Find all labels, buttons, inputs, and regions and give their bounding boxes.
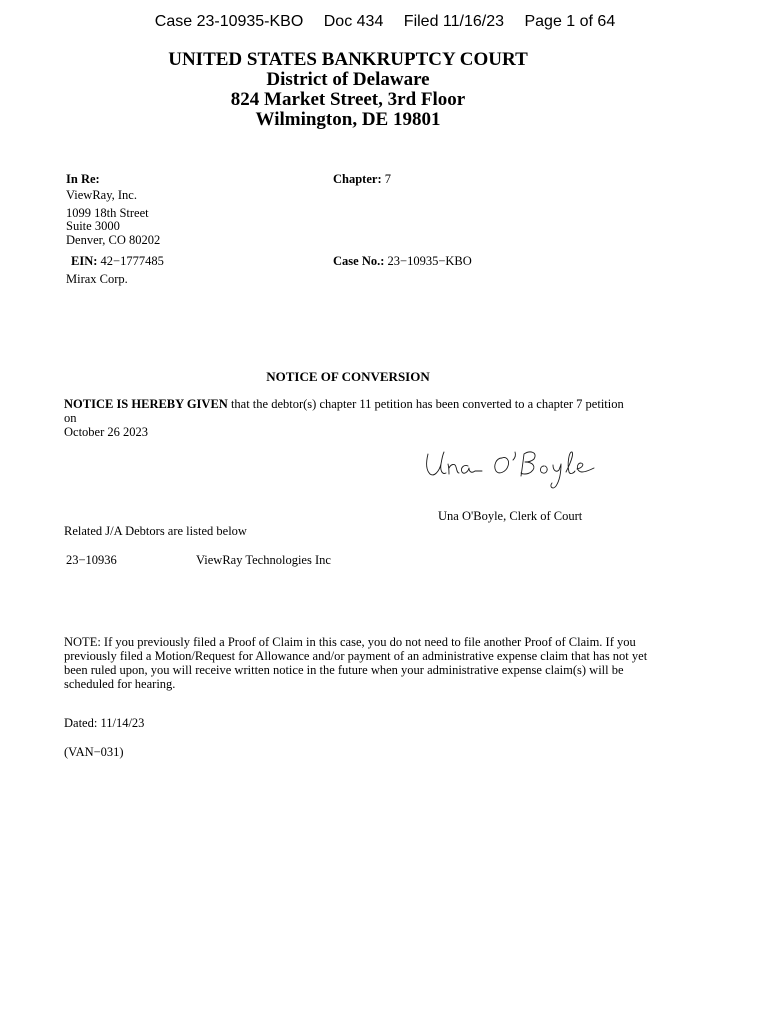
ein-label: EIN: [71, 254, 98, 268]
court-street: 824 Market Street, 3rd Floor [230, 89, 466, 110]
header-page-count: Page 1 of 64 [524, 13, 616, 30]
notice-body [64, 397, 634, 439]
related-debtor-name: ViewRay Technologies Inc [196, 553, 331, 567]
chapter-label: Chapter: [333, 172, 382, 186]
debtor-ein [71, 254, 164, 268]
court-name: UNITED STATES BANKRUPTCY COURT [168, 49, 528, 70]
court-city: Wilmington, DE 19801 [255, 109, 441, 130]
header-doc-number: Doc 434 [323, 13, 384, 30]
ecf-header-stamp [0, 13, 770, 31]
note-line2: previously filed a Motion/Request for Allowance and/or payment of an administrative expense claim that has not yet [64, 649, 648, 663]
debtor-address-line3: Denver, CO 80202 [66, 233, 161, 247]
notice-body-line2: October 26 2023 [64, 425, 149, 439]
debtor-aka: Mirax Corp. [66, 272, 128, 286]
form-code: (VAN−031) [64, 745, 124, 759]
notice-title: NOTICE OF CONVERSION [266, 369, 430, 384]
court-district: District of Delaware [266, 69, 430, 90]
chapter-field [333, 172, 391, 186]
debtor-address-line2: Suite 3000 [66, 219, 120, 233]
header-case-number: Case 23-10935-KBO [154, 13, 304, 30]
chapter-value: 7 [384, 172, 391, 186]
case-number-label: Case No.: [333, 254, 385, 268]
clerk-signature [420, 440, 605, 492]
note-line1: NOTE: If you previously filed a Proof of Claim in this case, you do not need to file another Proof of Claim. If you [64, 635, 636, 649]
notice-lead: NOTICE IS HEREBY GIVEN [64, 397, 228, 411]
notice-body-line1 [64, 397, 634, 425]
debtor-address-line1: 1099 18th Street [66, 206, 149, 220]
debtor-name: ViewRay, Inc. [66, 188, 137, 202]
related-debtor-case: 23−10936 [66, 553, 117, 567]
note-line3: been ruled upon, you will receive written notice in the future when your administrative expense claim(s) will be [64, 663, 624, 677]
case-number-value: 23−10935−KBO [387, 254, 472, 268]
case-number-field [333, 254, 472, 268]
clerk-name: Una O'Boyle, Clerk of Court [438, 509, 583, 523]
notice-text: that the debtor(s) chapter 11 petition has been converted to a chapter 7 petition on [64, 397, 624, 425]
in-re-label: In Re: [66, 172, 100, 186]
related-debtors-heading: Related J/A Debtors are listed below [64, 524, 247, 538]
dated: Dated: 11/14/23 [64, 716, 145, 730]
header-filed-date: Filed 11/16/23 [403, 13, 505, 30]
ein-value: 42−1777485 [100, 254, 164, 268]
note-line4: scheduled for hearing. [64, 677, 176, 691]
